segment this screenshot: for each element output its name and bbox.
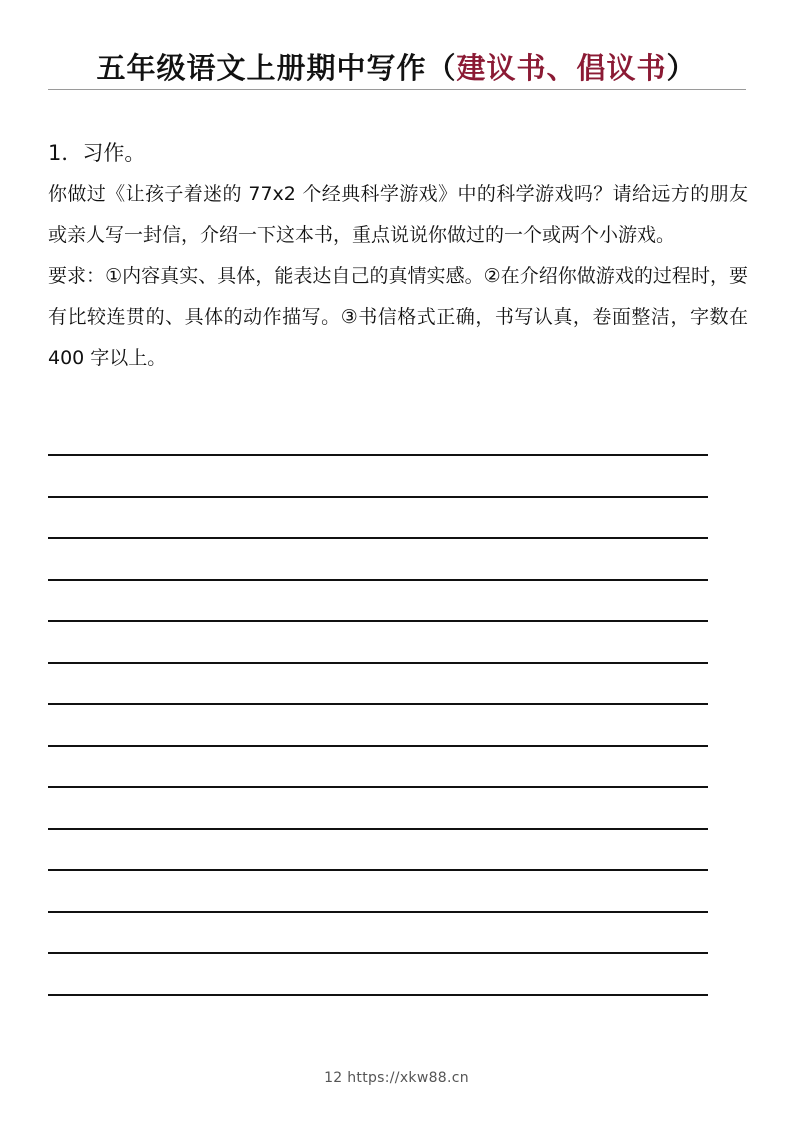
title-main: 五年级语文上册期中写作（: [96, 51, 457, 85]
writing-line: [48, 869, 708, 911]
writing-line: [48, 537, 708, 579]
writing-line: [48, 703, 708, 745]
writing-line: [48, 911, 708, 953]
question-number: 1．习作。: [48, 141, 146, 165]
writing-line: [48, 994, 708, 1036]
writing-line: [48, 620, 708, 662]
writing-line: [48, 662, 708, 704]
writing-line: [48, 454, 708, 496]
question-requirements: 要求：①内容真实、具体，能表达自己的真情实感。②在介绍你做游戏的过程时，要有比较连贯的、具体的动作描写。③书信格式正确，书写认真，卷面整洁，字数在 400 字以上。: [48, 265, 748, 369]
writing-line: [48, 786, 708, 828]
page-footer: 12 https://xkw88.cn: [324, 1070, 469, 1086]
writing-line: [48, 745, 708, 787]
page-title: [0, 48, 793, 88]
writing-line: [48, 496, 708, 538]
writing-line: [48, 579, 708, 621]
title-close: ）: [666, 51, 697, 85]
title-divider: [48, 89, 746, 90]
writing-line: [48, 828, 708, 870]
question-prompt: 你做过《让孩子着迷的 77x2 个经典科学游戏》中的科学游戏吗？请给远方的朋友或亲人写一封信，介绍一下这本书，重点说说你做过的一个或两个小游戏。: [48, 183, 748, 246]
title-accent: 建议书、倡议书: [456, 51, 667, 85]
question-prompt-block: [48, 174, 748, 379]
writing-area[interactable]: [48, 454, 708, 1035]
writing-line: [48, 952, 708, 994]
